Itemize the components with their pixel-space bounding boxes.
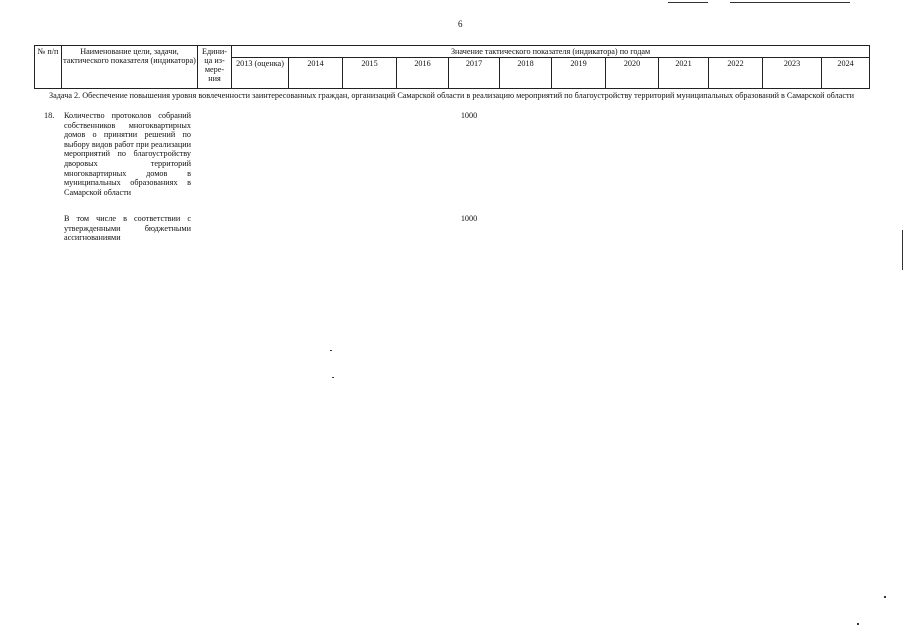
scan-artifact — [730, 2, 850, 3]
header-year: 2023 — [763, 58, 822, 89]
scan-artifact — [330, 350, 332, 351]
row-indicator-text: В том числе в соответствии с утвержденными бюджетными ассигнованиями — [64, 214, 191, 243]
indicator-table-header — [34, 45, 870, 89]
row-number: 18. — [44, 111, 55, 120]
header-year: 2024 — [822, 58, 870, 89]
header-unit: Едини- ца из- мере- ния — [198, 46, 232, 89]
header-values-group: Значение тактического показателя (индикатора) по годам — [232, 46, 870, 58]
header-year: 2020 — [606, 58, 659, 89]
header-year: 2022 — [709, 58, 763, 89]
header-number: № п/п — [35, 46, 62, 89]
row-value-2017: 1000 — [460, 214, 478, 223]
header-year: 2021 — [659, 58, 709, 89]
row-value-2017: 1000 — [460, 111, 478, 120]
header-year: 2013 (оценка) — [232, 58, 289, 89]
scan-artifact — [884, 596, 886, 598]
task-heading: Задача 2. Обеспечение повышения уровня вовлеченности заинтересованных граждан, организаций Самарской области в реализацию мероприятий по благоустройству территорий муниципальных образований в Самарской области — [49, 91, 854, 100]
scan-artifact — [332, 377, 334, 378]
header-year: 2018 — [500, 58, 552, 89]
header-year: 2016 — [397, 58, 449, 89]
header-year: 2017 — [449, 58, 500, 89]
row-indicator-text: Количество протоколов собраний собственников многоквартирных домов о принятии решений по выбору видов работ при реализации мероприятий по благоустройству дворовых территорий многоквартирных домов в муниципальных образованиях в Самарской области — [64, 111, 191, 197]
header-year: 2014 — [289, 58, 343, 89]
header-name: Наименование цели, задачи, тактического показателя (индикатора) — [62, 46, 198, 89]
page-number: 6 — [458, 19, 463, 29]
header-year: 2019 — [552, 58, 606, 89]
scan-artifact — [857, 623, 859, 625]
scan-artifact — [668, 2, 708, 3]
header-year: 2015 — [343, 58, 397, 89]
scan-artifact — [902, 230, 903, 270]
